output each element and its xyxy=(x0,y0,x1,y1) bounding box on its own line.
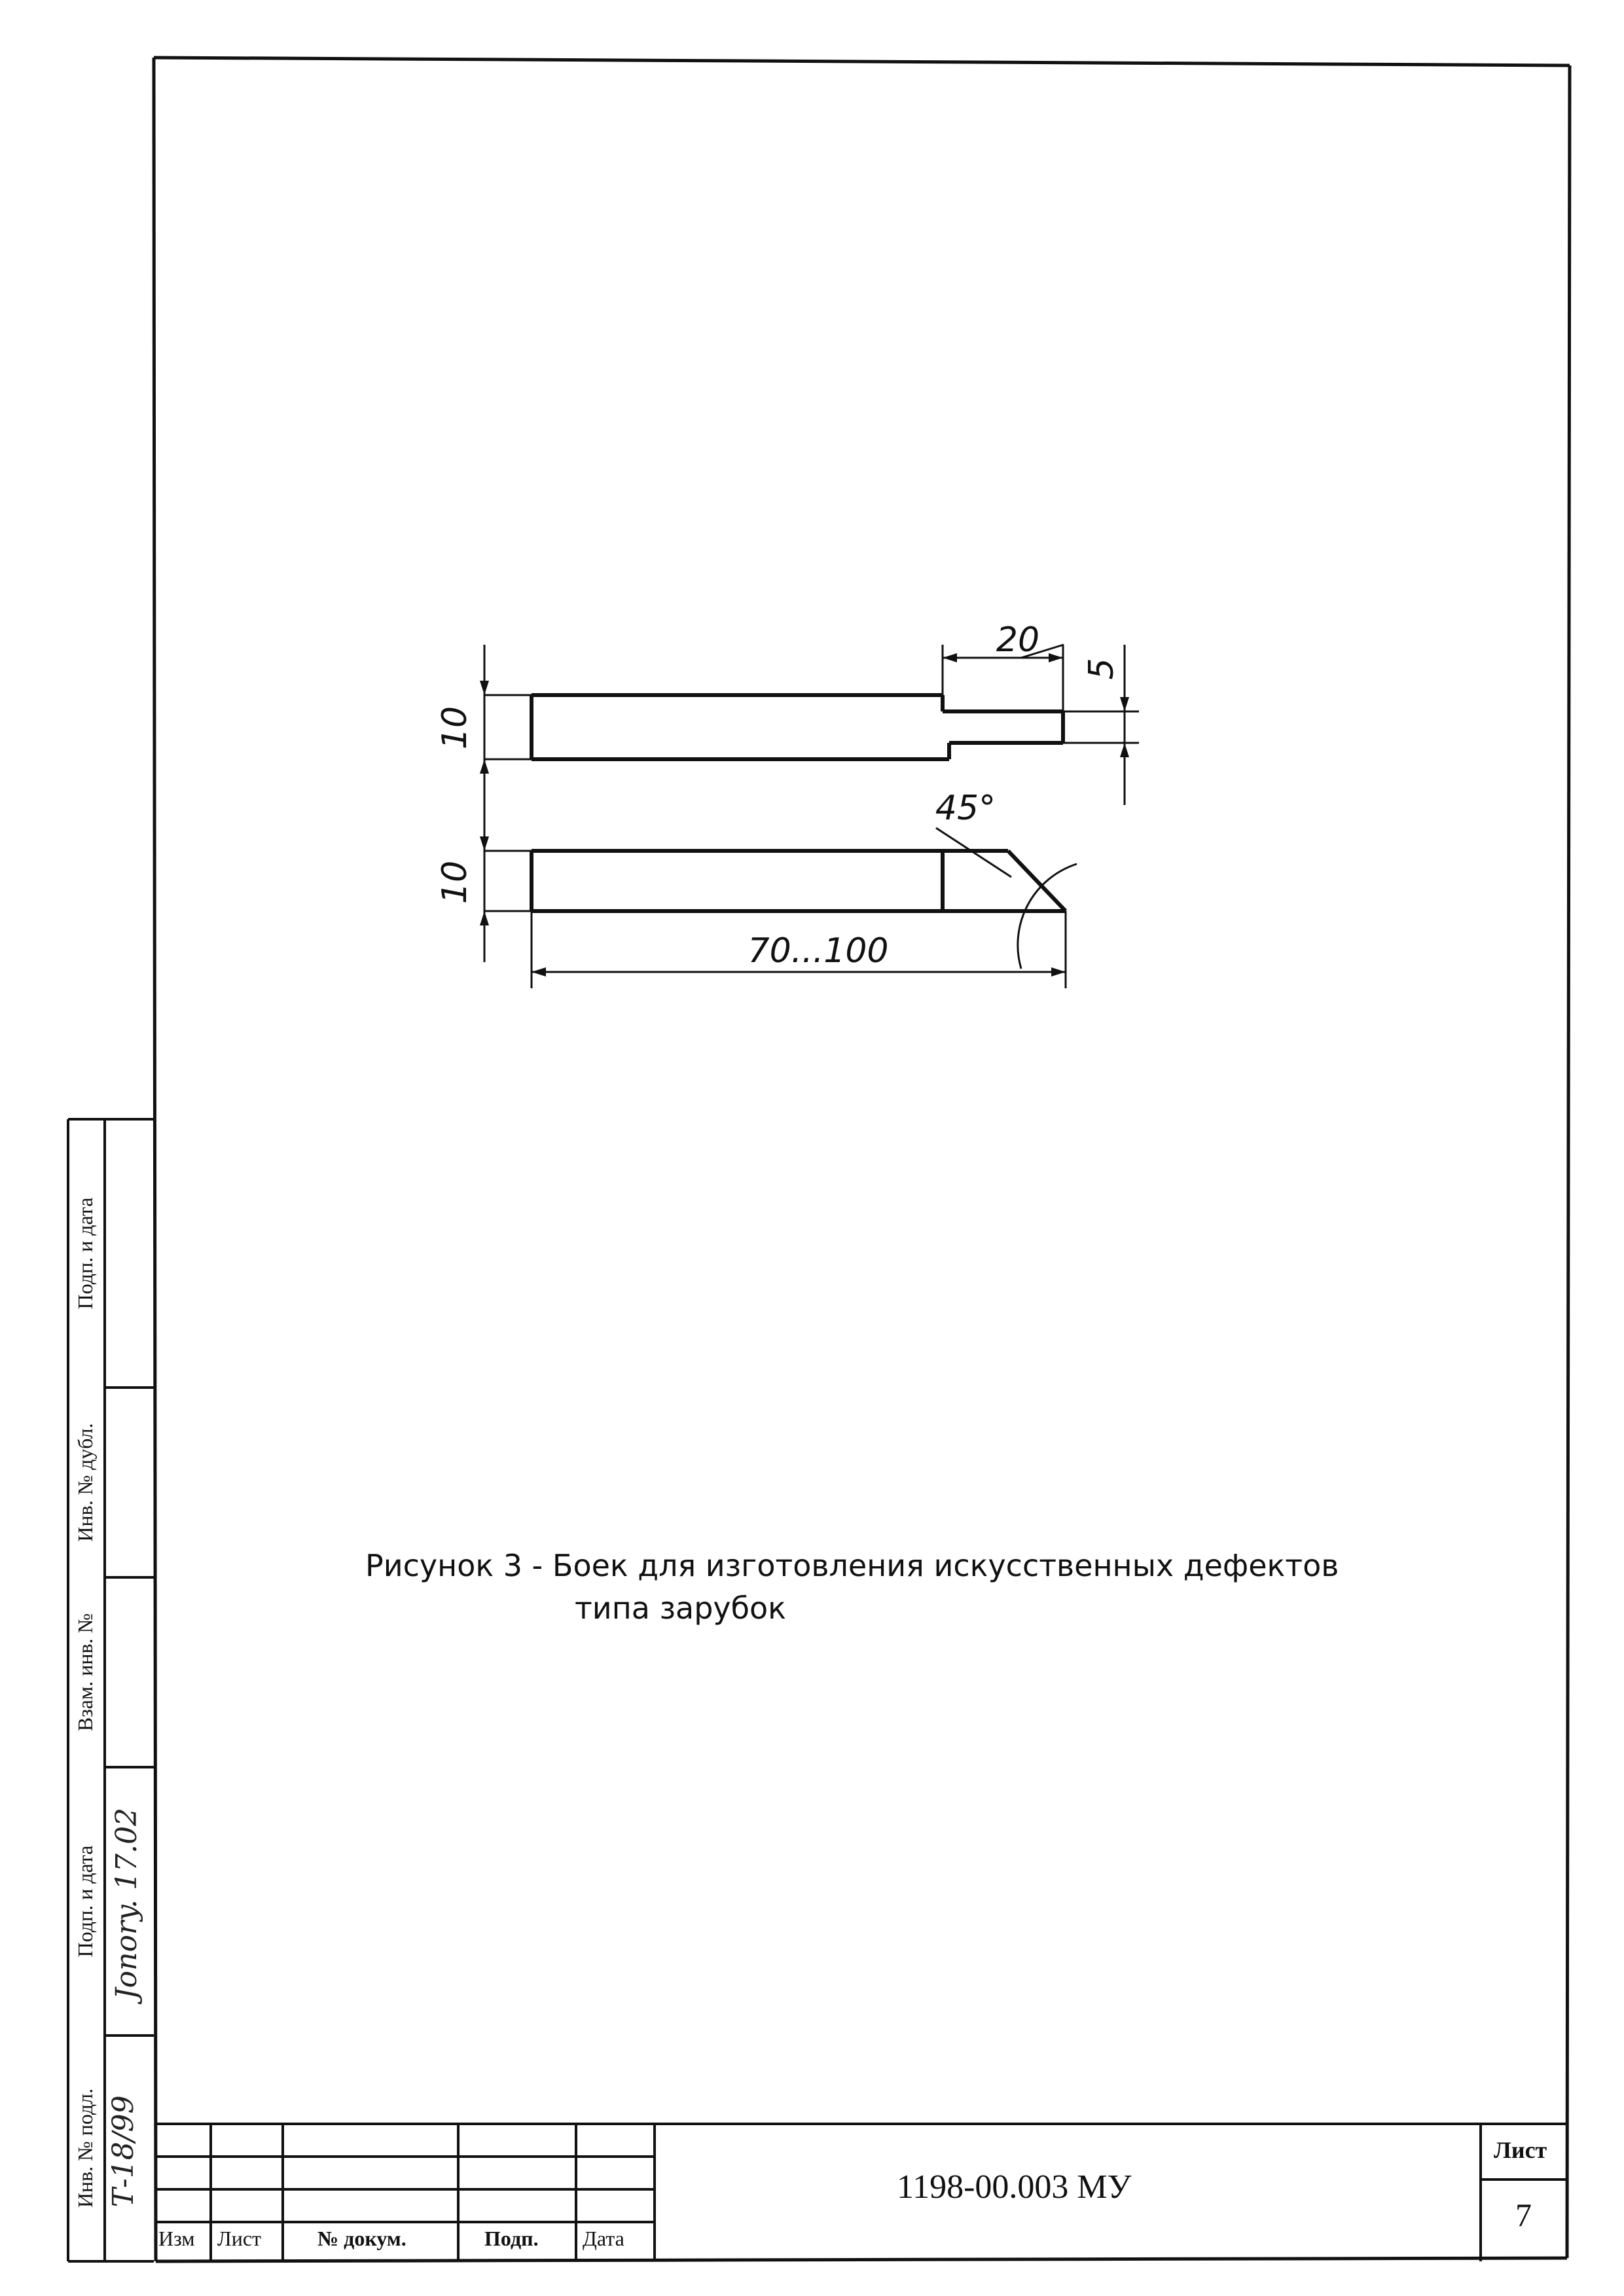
tb-podp: Подп. xyxy=(484,2227,539,2250)
tb-sheet-number: 7 xyxy=(1515,2197,1532,2233)
side-label-vzam-inv: Взам. инв. № xyxy=(73,1613,97,1732)
figure-caption-line2: типа зарубок xyxy=(575,1590,786,1626)
tb-n-dokum: № докум. xyxy=(317,2227,406,2250)
dim-step-depth: 5 xyxy=(1082,658,1121,680)
tb-data: Дата xyxy=(583,2227,624,2250)
side-label-podp-data-2: Подп. и дата xyxy=(73,1197,97,1310)
podp-data-value: Jonory. 17.02 xyxy=(110,1808,143,2000)
tb-izm: Изм xyxy=(158,2227,195,2250)
dimensions-upper xyxy=(484,645,1139,812)
dim-height-top: 10 xyxy=(435,706,475,750)
tb-list: Лист xyxy=(217,2227,262,2250)
side-label-podp-data-1: Подп. и дата xyxy=(73,1845,97,1958)
side-label-inv-podl: Инв. № подл. xyxy=(73,2088,97,2208)
dim-length-range: 70...100 xyxy=(748,931,889,971)
dim-step-length: 20 xyxy=(996,620,1040,660)
dim-height-bottom: 10 xyxy=(435,860,475,905)
tb-designation: 1198-00.003 МУ xyxy=(897,2168,1132,2206)
part-upper xyxy=(532,695,1063,759)
figure-caption-line1: Рисунок 3 - Боек для изготовления искусственных дефектов xyxy=(365,1548,1339,1583)
tb-sheet-label: Лист xyxy=(1494,2137,1547,2163)
sheet-frame xyxy=(154,58,1570,2261)
dim-angle: 45° xyxy=(935,789,996,828)
inv-podl-value: Т-18/99 xyxy=(107,2095,140,2208)
side-label-inv-dubl: Инв. № дубл. xyxy=(73,1423,97,1542)
